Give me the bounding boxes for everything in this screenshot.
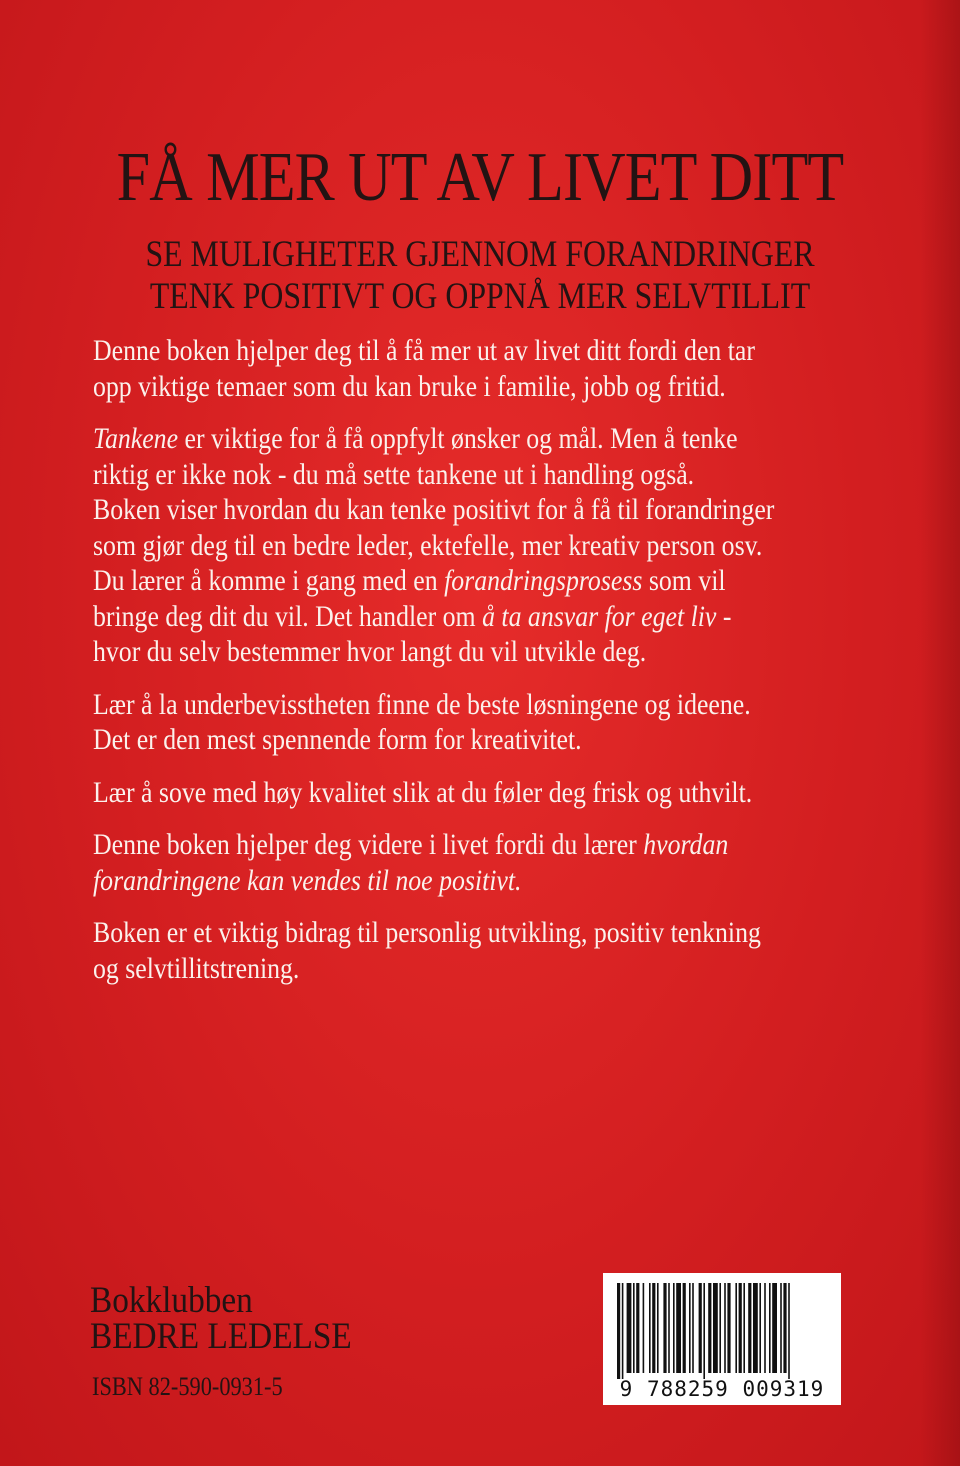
blurb-line [93, 951, 953, 987]
text-run: som vil [642, 564, 726, 597]
barcode-bar [699, 1283, 702, 1373]
blurb-line [93, 915, 953, 951]
italic-text: Tankene [93, 422, 179, 455]
blurb-line [93, 492, 953, 528]
barcode-bar [649, 1283, 651, 1373]
blurb-line [93, 863, 953, 899]
barcode-bar [657, 1283, 659, 1373]
barcode-bar [743, 1283, 745, 1373]
barcode-bar [769, 1283, 771, 1373]
barcode-bar [703, 1283, 705, 1379]
text-run: hvor du selv bestemmer hvor langt du vil utvikle deg. [93, 635, 647, 668]
barcode-bar [727, 1283, 730, 1373]
barcode-bar [708, 1283, 711, 1373]
text-run: riktig er ikke nok - du må sette tankene ut i handling også. [93, 457, 695, 491]
barcode-bar [735, 1283, 737, 1373]
italic-text: forandringene kan vendes til noe positivt. [93, 863, 522, 897]
blurb-line [93, 634, 953, 670]
barcode-bar [627, 1283, 632, 1373]
barcode-bar [668, 1283, 670, 1373]
barcode-bar [663, 1283, 666, 1373]
text-run: som gjør deg til en bedre leder, ektefelle, mer kreativ person osv. [93, 528, 763, 562]
publisher-line-1: Bokklubben [90, 1280, 253, 1321]
blurb-line [93, 457, 953, 493]
barcode-bars [603, 1273, 841, 1381]
text-run: er viktige for å få oppfylt ønsker og mål. Men å tenke [178, 422, 738, 455]
blurb-line [93, 687, 953, 723]
text-run: Du lærer å komme i gang med en [93, 564, 445, 597]
italic-text: forandringsprosess [444, 564, 643, 597]
text-run: Det er den mest spennende form for kreativitet. [93, 723, 582, 756]
blurb-paragraph [93, 827, 953, 898]
blurb-line [93, 722, 953, 758]
subtitle-line-2: TENK POSITIVT OG OPPNÅ MER SELVTILLIT [149, 276, 811, 317]
subtitle-line-1: SE MULIGHETER GJENNOM FORANDRINGER [145, 234, 815, 275]
blurb-line [93, 775, 953, 811]
blurb-paragraph [93, 775, 953, 811]
barcode-bar [713, 1283, 718, 1373]
blurb-text [93, 333, 953, 1003]
text-run: - [716, 599, 732, 633]
text-run: Denne boken hjelper deg videre i livet fordi du lærer [93, 828, 644, 861]
barcode-bar [780, 1283, 782, 1373]
blurb-line [93, 369, 953, 405]
text-run: Lær å sove med høy kvalitet slik at du føler deg frisk og uthvilt. [93, 775, 753, 809]
barcode-bar [764, 1283, 766, 1373]
barcode-bar [683, 1283, 686, 1373]
barcode-bar [636, 1283, 639, 1373]
blurb-paragraph [93, 687, 953, 758]
barcode-bar [617, 1283, 620, 1379]
blurb-line [93, 333, 953, 369]
text-run: Denne boken hjelper deg til å få mer ut av livet ditt fordi den tar [93, 334, 755, 367]
blurb-line [93, 599, 953, 635]
text-run: Boken er et viktig bidrag til personlig utvikling, positiv tenkning [93, 916, 761, 949]
barcode-bar [673, 1283, 675, 1373]
publisher-line-2: BEDRE LEDELSE [90, 1316, 352, 1357]
blurb-paragraph [93, 421, 953, 670]
barcode-number: 9 788259 009319 [619, 1377, 825, 1401]
blurb-paragraph [93, 915, 953, 986]
blurb-paragraph [93, 333, 953, 404]
barcode-bar [689, 1283, 691, 1373]
barcode-bar [753, 1283, 758, 1373]
barcode-bar [772, 1283, 777, 1373]
text-run: bringe deg dit du vil. Det handler om [93, 599, 483, 633]
text-run: Boken viser hvordan du kan tenke positivt for å få til forandringer [93, 493, 775, 526]
barcode-bar [652, 1283, 655, 1373]
barcode-bar [676, 1283, 681, 1373]
barcode-bar [759, 1283, 761, 1373]
barcode-bar [692, 1283, 694, 1373]
barcode [603, 1273, 841, 1405]
barcode-bar [719, 1283, 721, 1373]
text-run: Lær å la underbevisstheten finne de beste løsningene og ideene. [93, 687, 751, 721]
barcode-bar [724, 1283, 726, 1373]
barcode-bar [788, 1283, 790, 1379]
blurb-line [93, 563, 953, 599]
publisher-logo [90, 1280, 352, 1357]
italic-text: hvordan [643, 828, 729, 861]
barcode-bar [643, 1283, 645, 1373]
text-run: og selvtillitstrening. [93, 951, 300, 985]
blurb-line [93, 827, 953, 863]
barcode-bar [739, 1283, 742, 1373]
book-title: FÅ MER UT AV LIVET DITT [116, 139, 844, 216]
barcode-bar [783, 1283, 786, 1373]
barcode-bar [633, 1283, 635, 1373]
italic-text: å ta ansvar for eget liv [482, 599, 717, 633]
barcode-bar [748, 1283, 751, 1373]
blurb-line [93, 528, 953, 564]
barcode-bar [622, 1283, 624, 1379]
blurb-line [93, 421, 953, 457]
isbn-number: ISBN 82-590-0931-5 [92, 1372, 283, 1401]
text-run: opp viktige temaer som du kan bruke i familie, jobb og fritid. [93, 369, 726, 403]
